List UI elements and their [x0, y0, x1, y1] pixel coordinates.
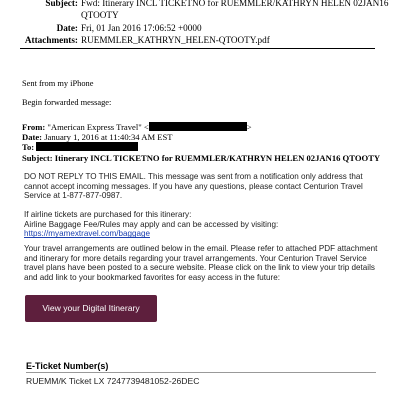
- fwd-from-name: "American Express Travel" <: [47, 122, 149, 132]
- fwd-to-row: [22, 142, 380, 152]
- fwd-subject-value: Itinerary INCL TICKETNO for RUEMMLER/KATHRYN HELEN 02JAN16 QTOOTY: [54, 152, 381, 163]
- arrangements-text: Your travel arrangements are outlined below in the email. Please refer to attached PDF attachment and itinerary for more details regarding your travel arrangements. Your Centurion Travel Service travel plans have been posted to a secure website. Please click on the link to view your trip details and add link to your bookmarked favorites for easy access in the future:: [24, 244, 378, 282]
- header-divider: [20, 48, 375, 49]
- sent-from: Sent from my iPhone: [22, 79, 94, 88]
- subject-continued-row: [0, 9, 400, 21]
- forwarded-header: [22, 122, 380, 163]
- eticket-value: RUEMM/K Ticket LX 7247739481052-26DEC: [26, 376, 200, 386]
- attachment-link[interactable]: RUEMMLER_KATHRYN_HELEN-QTOOTY.pdf: [81, 35, 270, 46]
- view-itinerary-button[interactable]: View your Digital Itinerary: [25, 295, 157, 322]
- fwd-subject-row: [22, 153, 380, 163]
- date-row: [0, 22, 400, 34]
- date-label: Date:: [56, 22, 78, 33]
- eticket-title: E-Ticket Number(s): [26, 361, 109, 371]
- eticket-divider: [26, 372, 376, 373]
- date-value: Fri, 01 Jan 2016 17:06:52 +0000: [81, 22, 202, 33]
- airline-line-2: Airline Baggage Fee/Rules may apply and can be accessed by visiting:: [24, 219, 279, 229]
- redaction-bar: [149, 122, 247, 131]
- fwd-to-label: To:: [22, 142, 35, 153]
- fwd-date-value: January 1, 2016 at 11:40:34 AM EST: [44, 132, 173, 143]
- redaction-bar: [36, 142, 138, 151]
- fwd-date-row: [22, 132, 380, 142]
- fwd-date-label: Date:: [22, 132, 43, 143]
- baggage-link[interactable]: https://myamextravel.com/baggage: [24, 229, 150, 239]
- fwd-from-row: [22, 122, 380, 132]
- begin-forwarded: Begin forwarded message:: [22, 98, 112, 107]
- subject-label: Subject:: [45, 0, 78, 8]
- airline-line-1: If airline tickets are purchased for this itinerary:: [24, 210, 192, 219]
- email-header: [0, 0, 400, 47]
- airline-info: [24, 210, 384, 239]
- fwd-from-label: From:: [22, 122, 46, 132]
- fwd-from-end: >: [246, 122, 252, 132]
- attachments-row: [0, 34, 400, 46]
- attachments-label: Attachments:: [24, 35, 78, 46]
- subject-row: [0, 0, 400, 9]
- subject-value-continued: QTOOTY: [81, 10, 119, 21]
- subject-value: Fwd: Itinerary INCL TICKETNO for RUEMMLER/KATHRYN HELEN 02JAN16: [81, 0, 389, 8]
- fwd-subject-label: Subject:: [22, 152, 53, 163]
- no-reply-notice: DO NOT REPLY TO THIS EMAIL. This message was sent from a notification only address that cannot accept incoming messages. If you have any questions, please contact Centurion Travel Service at 1-877-877-0987.: [24, 172, 363, 201]
